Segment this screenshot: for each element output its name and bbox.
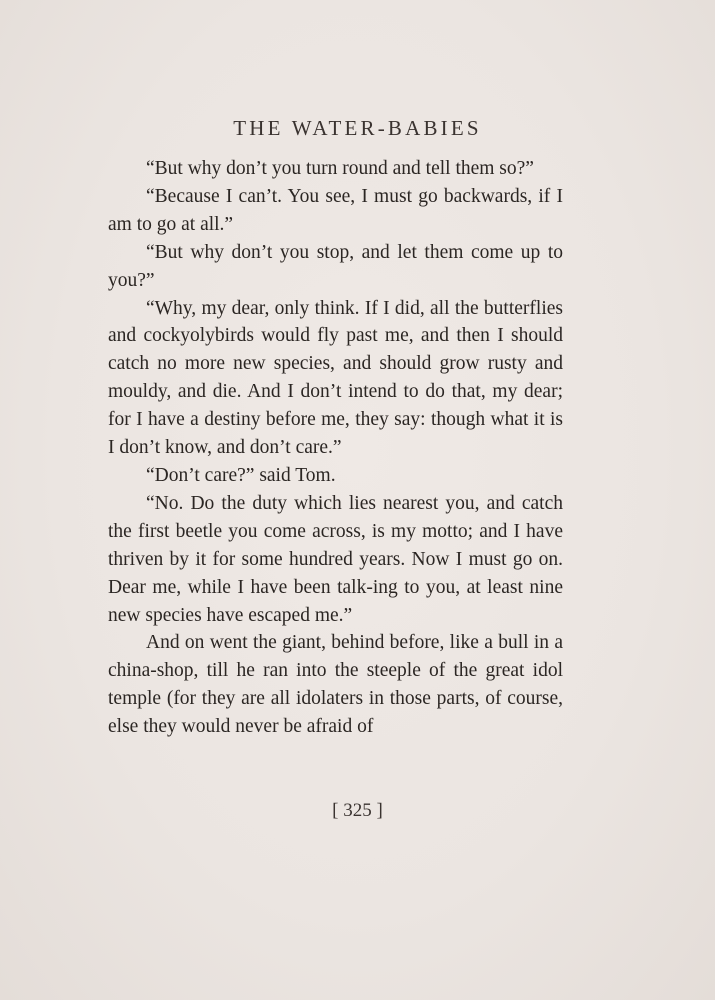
page-number: [ 325 ] [332, 800, 383, 821]
running-head: THE WATER-BABIES [233, 116, 482, 140]
paragraph: “Why, my dear, only think. If I did, all the butterflies and cockyolybirds would fly past me, and then I should catch no more new species, and should grow rusty and mouldy, and die. And I don’t intend to do that, my dear; for I have a destiny before me, they say: though what it is I don’t know, and don’t care.” [108, 297, 563, 459]
paragraph: “Because I can’t. You see, I must go backwards, if I am to go at all.” [108, 185, 563, 235]
paragraph: “But why don’t you turn round and tell them so?” [146, 158, 534, 179]
paragraph: “Don’t care?” said Tom. [146, 464, 336, 486]
paragraph: “But why don’t you stop, and let them come up to you?” [108, 241, 563, 291]
body-text [108, 155, 563, 741]
paragraph: And on went the giant, behind before, like a bull in a china-shop, till he ran into the steeple of the great idol temple (for they are all idolaters in those parts, of course, else they would never be afraid of [108, 632, 563, 738]
paragraph: “No. Do the duty which lies nearest you, and catch the first beetle you come across, is my motto; and I have thriven by it for some hundred years. Now I must go on. Dear me, while I have been talk-ing to you, at least nine new species have escaped me.” [108, 492, 563, 626]
